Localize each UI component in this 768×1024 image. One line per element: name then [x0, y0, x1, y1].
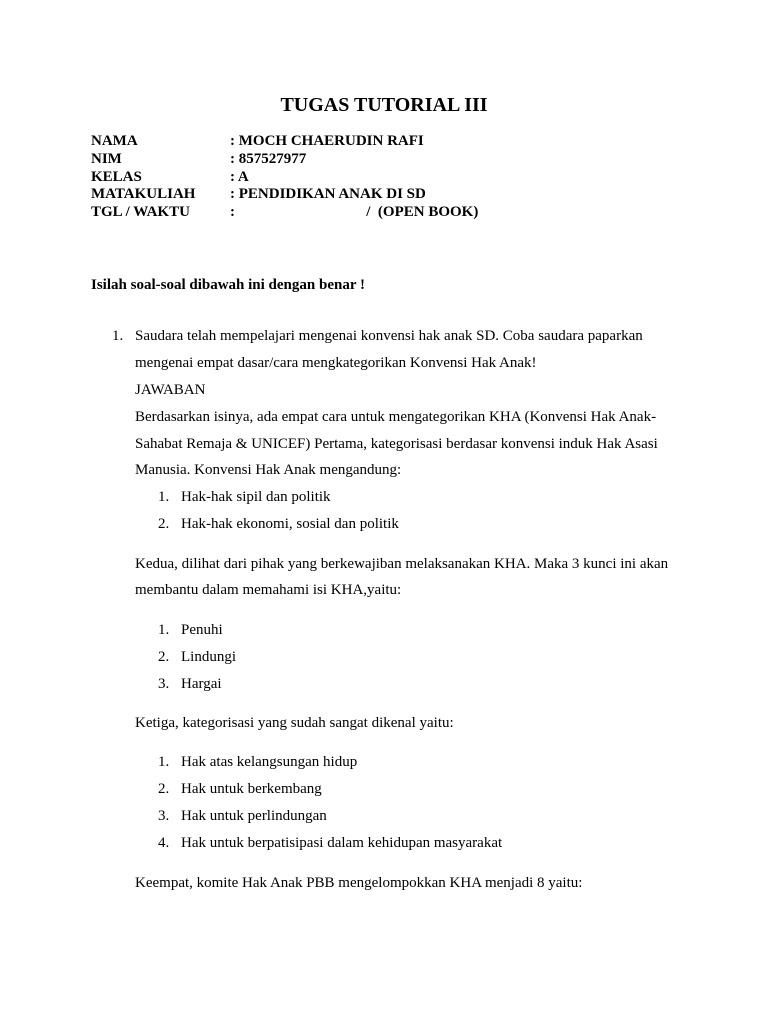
- answer-paragraph-line: Berdasarkan isinya, ada empat cara untuk mengategorikan KHA (Konvensi Hak Anak-: [135, 409, 657, 425]
- question-text-line: Saudara telah mempelajari mengenai konvensi hak anak SD. Coba saudara paparkan: [135, 328, 643, 344]
- answer-paragraph-line: Ketiga, kategorisasi yang sudah sangat dikenal yaitu:: [135, 715, 454, 731]
- info-row-tgl-waktu: [91, 204, 478, 222]
- list-item-number: 3.: [158, 676, 170, 692]
- answer-paragraph-line: Manusia. Konvensi Hak Anak mengandung:: [135, 462, 402, 478]
- list-item: Hak untuk perlindungan: [181, 808, 327, 824]
- list-item: Hak-hak ekonomi, sosial dan politik: [181, 516, 399, 532]
- list-item: Hak untuk berkembang: [181, 781, 322, 797]
- list-item-number: 1.: [158, 622, 170, 638]
- list-item: Hak atas kelangsungan hidup: [181, 754, 358, 770]
- list-item-number: 2.: [158, 649, 170, 665]
- info-value: : PENDIDIKAN ANAK DI SD: [230, 186, 426, 203]
- info-row-matakuliah: [91, 186, 478, 204]
- list-item: Hak untuk berpatisipasi dalam kehidupan masyarakat: [181, 835, 503, 851]
- info-value: : A: [230, 168, 249, 185]
- list-item: Hargai: [181, 676, 222, 692]
- instruction-text: Isilah soal-soal dibawah ini dengan benar !: [91, 277, 365, 293]
- list-item-number: 1.: [158, 489, 170, 505]
- info-label: KELAS: [91, 168, 142, 185]
- answer-heading: JAWABAN: [135, 382, 206, 398]
- list-item-number: 2.: [158, 781, 170, 797]
- answer-paragraph-line: Sahabat Remaja & UNICEF) Pertama, kategorisasi berdasar konvensi induk Hak Asasi: [135, 436, 658, 452]
- info-row-nama: [91, 133, 478, 151]
- info-label: NIM: [91, 150, 122, 167]
- student-info: [91, 133, 478, 222]
- info-value: : 857527977: [230, 150, 307, 167]
- info-label: NAMA: [91, 133, 138, 149]
- list-item-number: 3.: [158, 808, 170, 824]
- answer-paragraph-line: Kedua, dilihat dari pihak yang berkewajiban melaksanakan KHA. Maka 3 kunci ini akan: [135, 556, 669, 572]
- question-text-line: mengenai empat dasar/cara mengkategorikan Konvensi Hak Anak!: [135, 355, 537, 371]
- list-item: Lindungi: [181, 649, 236, 665]
- list-item: Hak-hak sipil dan politik: [181, 489, 331, 505]
- info-label: TGL / WAKTU: [91, 204, 190, 221]
- info-value: : MOCH CHAERUDIN RAFI: [230, 133, 424, 149]
- list-item: Penuhi: [181, 622, 223, 638]
- list-item-number: 2.: [158, 516, 170, 532]
- question-number: 1.: [112, 328, 124, 344]
- answer-paragraph-line: Keempat, komite Hak Anak PBB mengelompokkan KHA menjadi 8 yaitu:: [135, 875, 583, 891]
- list-item-number: 4.: [158, 835, 170, 851]
- info-row-kelas: [91, 169, 478, 187]
- page-title: TUGAS TUTORIAL III: [280, 94, 488, 116]
- info-row-nim: [91, 151, 478, 169]
- list-item-number: 1.: [158, 754, 170, 770]
- info-label: MATAKULIAH: [91, 186, 196, 203]
- answer-paragraph-line: membantu dalam memahami isi KHA,yaitu:: [135, 582, 402, 598]
- info-value: : / (OPEN BOOK): [230, 204, 479, 221]
